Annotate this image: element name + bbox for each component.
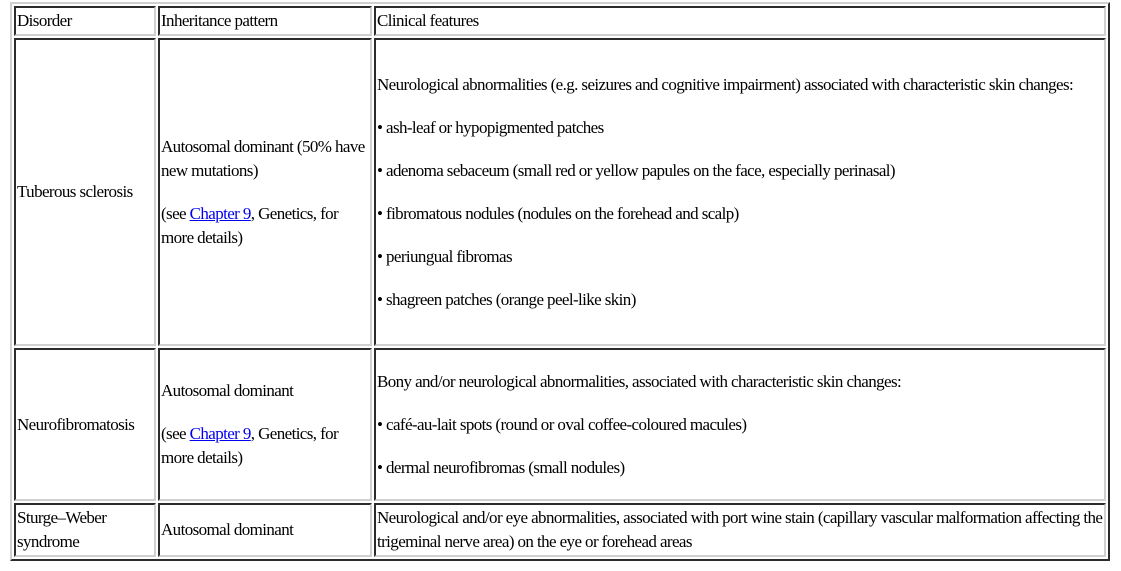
feature-item: • periungual fibromas bbox=[377, 246, 512, 266]
see-chapter-note bbox=[161, 422, 369, 470]
inheritance-text: Autosomal dominant (50% have new mutations) bbox=[161, 136, 365, 180]
feature-item: • ash-leaf or hypopigmented patches bbox=[377, 117, 604, 137]
feature-item: • shagreen patches (orange peel-like skin) bbox=[377, 289, 636, 309]
header-clinical-features: Clinical features bbox=[374, 6, 1106, 36]
header-disorder: Disorder bbox=[14, 6, 156, 36]
header-inheritance-pattern: Inheritance pattern bbox=[158, 6, 372, 36]
feature-item: • fibromatous nodules (nodules on the forehead and scalp) bbox=[377, 203, 739, 223]
table-row bbox=[14, 38, 1106, 346]
see-prefix: (see bbox=[161, 203, 190, 223]
chapter-link[interactable]: Chapter 9 bbox=[189, 203, 251, 223]
table-row bbox=[14, 503, 1106, 557]
clinical-features-cell bbox=[374, 348, 1106, 501]
inheritance-cell bbox=[158, 348, 372, 501]
see-suffix: , Genetics, for more details) bbox=[161, 203, 339, 247]
disorder-cell: Neurofibromatosis bbox=[14, 348, 156, 501]
chapter-link[interactable]: Chapter 9 bbox=[189, 424, 251, 443]
clinical-features-cell bbox=[374, 38, 1106, 346]
see-suffix: , Genetics, for more details) bbox=[161, 424, 339, 467]
features-intro: Bony and/or neurological abnormalities, associated with characteristic skin changes: bbox=[377, 371, 902, 391]
inheritance-text: Autosomal dominant bbox=[161, 381, 294, 400]
feature-item: • dermal neurofibromas (small nodules) bbox=[377, 457, 625, 477]
features-intro: Neurological abnormalities (e.g. seizures and cognitive impairment) associated with characteristic skin changes: bbox=[377, 74, 1074, 94]
table-row bbox=[14, 348, 1106, 501]
disorder-cell: Tuberous sclerosis bbox=[14, 38, 156, 346]
disorders-table bbox=[10, 2, 1110, 561]
disorder-cell: Sturge–Weber syndrome bbox=[14, 503, 156, 557]
inheritance-cell: Autosomal dominant bbox=[158, 503, 372, 557]
table-header-row bbox=[14, 6, 1106, 36]
clinical-features-cell: Neurological and/or eye abnormalities, associated with port wine stain (capillary vascular malformation affecting the trigeminal nerve area) on the eye or forehead areas bbox=[374, 503, 1106, 557]
feature-item: • adenoma sebaceum (small red or yellow papules on the face, especially perinasal) bbox=[377, 160, 895, 180]
see-prefix: (see bbox=[161, 424, 190, 443]
inheritance-cell bbox=[158, 38, 372, 346]
see-chapter-note bbox=[161, 202, 369, 250]
feature-item: • café-au-lait spots (round or oval coffee-coloured macules) bbox=[377, 414, 747, 434]
